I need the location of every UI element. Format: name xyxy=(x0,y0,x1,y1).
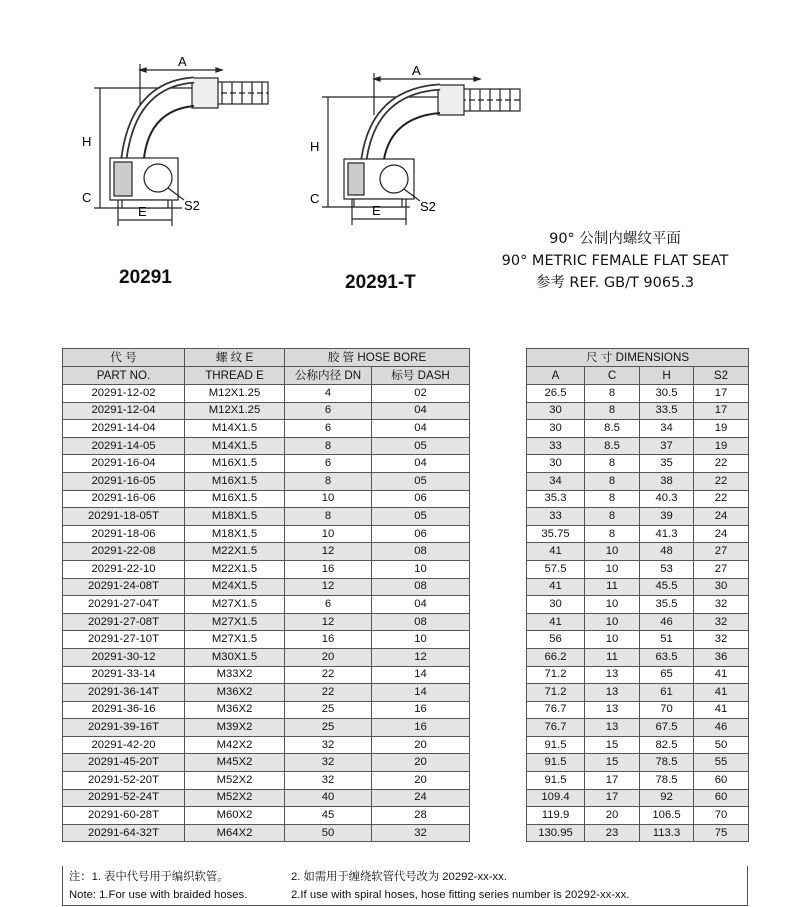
cell-a: 91.5 xyxy=(527,772,585,790)
notes-box xyxy=(62,866,748,906)
cell-s2: 41 xyxy=(694,666,749,684)
cell-part-no: 20291-24-08T xyxy=(63,578,185,596)
table-row xyxy=(63,807,749,825)
cell-s2: 17 xyxy=(694,402,749,420)
cell-a: 35.75 xyxy=(527,525,585,543)
cell-a: 30 xyxy=(527,420,585,438)
dimension-label-a: A xyxy=(178,54,187,69)
cell-a: 34 xyxy=(527,472,585,490)
cell-dash: 08 xyxy=(372,578,470,596)
cell-c: 8 xyxy=(585,508,640,526)
cell-h: 106.5 xyxy=(640,807,694,825)
cell-c: 13 xyxy=(585,666,640,684)
header-thread-en: THREAD E xyxy=(185,367,285,385)
fitting-drawing-20291-t xyxy=(300,55,530,235)
cell-thread: M18X1.5 xyxy=(185,508,285,526)
cell-c: 10 xyxy=(585,543,640,561)
cell-dn: 50 xyxy=(285,824,372,842)
cell-s2: 22 xyxy=(694,490,749,508)
row-spacer xyxy=(470,772,527,790)
cell-a: 33 xyxy=(527,508,585,526)
cell-part-no: 20291-18-06 xyxy=(63,525,185,543)
cell-a: 130.95 xyxy=(527,824,585,842)
table-row xyxy=(63,772,749,790)
row-spacer xyxy=(470,824,527,842)
title-reference: 参考 REF. GB/T 9065.3 xyxy=(535,275,695,291)
dimension-label-s2: S2 xyxy=(184,198,200,213)
cell-c: 17 xyxy=(585,772,640,790)
dimension-label-s2-t: S2 xyxy=(420,199,436,214)
cell-part-no: 20291-14-05 xyxy=(63,437,185,455)
cell-a: 41 xyxy=(527,543,585,561)
cell-a: 35.3 xyxy=(527,490,585,508)
table-row xyxy=(63,613,749,631)
model-label-20291: 20291 xyxy=(119,267,172,288)
cell-part-no: 20291-33-14 xyxy=(63,666,185,684)
cell-a: 30 xyxy=(527,455,585,473)
row-spacer xyxy=(470,807,527,825)
cell-dash: 14 xyxy=(372,666,470,684)
cell-dash: 10 xyxy=(372,560,470,578)
cell-part-no: 20291-16-06 xyxy=(63,490,185,508)
cell-thread: M36X2 xyxy=(185,701,285,719)
cell-dash: 20 xyxy=(372,736,470,754)
cell-h: 30.5 xyxy=(640,385,694,403)
cell-dn: 4 xyxy=(285,385,372,403)
table-row xyxy=(63,402,749,420)
cell-a: 41 xyxy=(527,578,585,596)
cell-s2: 24 xyxy=(694,508,749,526)
header-thread-cn: 螺 纹 E xyxy=(185,349,285,367)
cell-dash: 04 xyxy=(372,596,470,614)
cell-part-no: 20291-42-20 xyxy=(63,736,185,754)
cell-c: 11 xyxy=(585,578,640,596)
row-spacer xyxy=(470,648,527,666)
cell-s2: 19 xyxy=(694,437,749,455)
row-spacer xyxy=(470,578,527,596)
header-dimensions: 尺 寸 DIMENSIONS xyxy=(527,349,749,367)
cell-dash: 32 xyxy=(372,824,470,842)
cell-c: 8 xyxy=(585,472,640,490)
dimension-label-h: H xyxy=(82,134,92,149)
title-block xyxy=(480,228,750,294)
table-row xyxy=(63,472,749,490)
row-spacer xyxy=(470,789,527,807)
cell-h: 48 xyxy=(640,543,694,561)
cell-a: 91.5 xyxy=(527,754,585,772)
cell-dash: 10 xyxy=(372,631,470,649)
table-row xyxy=(63,543,749,561)
cell-dash: 04 xyxy=(372,455,470,473)
row-spacer xyxy=(470,736,527,754)
row-spacer xyxy=(470,560,527,578)
spec-table xyxy=(62,348,749,842)
cell-thread: M64X2 xyxy=(185,824,285,842)
title-chinese: 90° 公制内螺纹平面 xyxy=(549,231,681,247)
cell-part-no: 20291-27-04T xyxy=(63,596,185,614)
cell-thread: M18X1.5 xyxy=(185,525,285,543)
cell-dash: 08 xyxy=(372,543,470,561)
cell-a: 33 xyxy=(527,437,585,455)
cell-h: 53 xyxy=(640,560,694,578)
cell-part-no: 20291-22-10 xyxy=(63,560,185,578)
cell-thread: M27X1.5 xyxy=(185,631,285,649)
cell-c: 8 xyxy=(585,385,640,403)
cell-s2: 27 xyxy=(694,560,749,578)
cell-s2: 41 xyxy=(694,701,749,719)
fitting-drawing-20291 xyxy=(72,50,272,235)
cell-h: 67.5 xyxy=(640,719,694,737)
cell-dash: 08 xyxy=(372,613,470,631)
cell-s2: 22 xyxy=(694,472,749,490)
cell-c: 8.5 xyxy=(585,420,640,438)
table-row xyxy=(63,437,749,455)
cell-c: 10 xyxy=(585,613,640,631)
cell-part-no: 20291-12-02 xyxy=(63,385,185,403)
cell-a: 71.2 xyxy=(527,666,585,684)
table-row xyxy=(63,596,749,614)
cell-c: 17 xyxy=(585,789,640,807)
table-row xyxy=(63,754,749,772)
cell-dn: 25 xyxy=(285,719,372,737)
cell-part-no: 20291-16-05 xyxy=(63,472,185,490)
cell-a: 76.7 xyxy=(527,701,585,719)
cell-h: 34 xyxy=(640,420,694,438)
table-row xyxy=(63,666,749,684)
row-spacer xyxy=(470,402,527,420)
row-spacer xyxy=(470,525,527,543)
note-cn-2: 2. 如需用于缠绕软管代号改为 20292-xx-xx. xyxy=(291,871,507,883)
table-row xyxy=(63,420,749,438)
cell-part-no: 20291-45-20T xyxy=(63,754,185,772)
cell-dn: 32 xyxy=(285,772,372,790)
cell-part-no: 20291-27-08T xyxy=(63,613,185,631)
cell-dash: 04 xyxy=(372,420,470,438)
cell-part-no: 20291-39-16T xyxy=(63,719,185,737)
cell-thread: M52X2 xyxy=(185,789,285,807)
cell-dash: 05 xyxy=(372,437,470,455)
cell-a: 91.5 xyxy=(527,736,585,754)
cell-a: 30 xyxy=(527,402,585,420)
cell-part-no: 20291-36-16 xyxy=(63,701,185,719)
cell-s2: 22 xyxy=(694,455,749,473)
cell-s2: 19 xyxy=(694,420,749,438)
table-row xyxy=(63,684,749,702)
cell-thread: M52X2 xyxy=(185,772,285,790)
cell-part-no: 20291-18-05T xyxy=(63,508,185,526)
cell-s2: 46 xyxy=(694,719,749,737)
dimension-label-c-t: C xyxy=(310,191,320,206)
header-c: C xyxy=(585,367,640,385)
row-spacer xyxy=(470,613,527,631)
header-a: A xyxy=(527,367,585,385)
table-row xyxy=(63,789,749,807)
cell-thread: M60X2 xyxy=(185,807,285,825)
note-en-1: Note: 1.For use with braided hoses. xyxy=(69,889,248,901)
cell-c: 20 xyxy=(585,807,640,825)
row-spacer xyxy=(470,455,527,473)
cell-dn: 12 xyxy=(285,543,372,561)
cell-part-no: 20291-27-10T xyxy=(63,631,185,649)
cell-s2: 70 xyxy=(694,807,749,825)
row-spacer xyxy=(470,701,527,719)
table-row xyxy=(63,824,749,842)
cell-dn: 16 xyxy=(285,631,372,649)
cell-thread: M16X1.5 xyxy=(185,472,285,490)
table-row xyxy=(63,736,749,754)
cell-c: 10 xyxy=(585,596,640,614)
row-spacer xyxy=(470,631,527,649)
row-spacer xyxy=(470,472,527,490)
cell-s2: 24 xyxy=(694,525,749,543)
dimension-label-e-t: E xyxy=(372,203,381,218)
cell-dash: 02 xyxy=(372,385,470,403)
cell-thread: M36X2 xyxy=(185,684,285,702)
row-spacer xyxy=(470,437,527,455)
cell-thread: M39X2 xyxy=(185,719,285,737)
cell-a: 109.4 xyxy=(527,789,585,807)
cell-h: 61 xyxy=(640,684,694,702)
cell-dn: 6 xyxy=(285,455,372,473)
cell-h: 33.5 xyxy=(640,402,694,420)
header-hose-bore: 胶 管 HOSE BORE xyxy=(285,349,470,367)
cell-c: 23 xyxy=(585,824,640,842)
cell-c: 8.5 xyxy=(585,437,640,455)
cell-thread: M14X1.5 xyxy=(185,437,285,455)
cell-c: 13 xyxy=(585,684,640,702)
cell-a: 119.9 xyxy=(527,807,585,825)
cell-part-no: 20291-60-28T xyxy=(63,807,185,825)
table-row xyxy=(63,631,749,649)
cell-c: 15 xyxy=(585,754,640,772)
cell-dash: 16 xyxy=(372,701,470,719)
cell-c: 8 xyxy=(585,490,640,508)
cell-dn: 10 xyxy=(285,525,372,543)
cell-a: 41 xyxy=(527,613,585,631)
cell-part-no: 20291-16-04 xyxy=(63,455,185,473)
cell-thread: M22X1.5 xyxy=(185,543,285,561)
cell-dn: 8 xyxy=(285,437,372,455)
header-dn: 公称内径 DN xyxy=(285,367,372,385)
cell-dash: 05 xyxy=(372,472,470,490)
row-spacer xyxy=(470,666,527,684)
cell-h: 37 xyxy=(640,437,694,455)
cell-thread: M30X1.5 xyxy=(185,648,285,666)
cell-h: 51 xyxy=(640,631,694,649)
table-row xyxy=(63,719,749,737)
header-h: H xyxy=(640,367,694,385)
cell-thread: M27X1.5 xyxy=(185,613,285,631)
cell-s2: 32 xyxy=(694,631,749,649)
cell-h: 78.5 xyxy=(640,772,694,790)
cell-s2: 27 xyxy=(694,543,749,561)
cell-dn: 10 xyxy=(285,490,372,508)
dimension-label-c: C xyxy=(82,190,92,205)
cell-s2: 32 xyxy=(694,596,749,614)
title-english: 90° METRIC FEMALE FLAT SEAT xyxy=(501,253,729,269)
cell-c: 8 xyxy=(585,455,640,473)
cell-thread: M16X1.5 xyxy=(185,490,285,508)
row-spacer xyxy=(470,754,527,772)
header-dash: 标号 DASH xyxy=(372,367,470,385)
header-part-en: PART NO. xyxy=(63,367,185,385)
cell-dash: 20 xyxy=(372,754,470,772)
cell-thread: M16X1.5 xyxy=(185,455,285,473)
cell-h: 40.3 xyxy=(640,490,694,508)
dimension-label-h-t: H xyxy=(310,139,320,154)
cell-s2: 17 xyxy=(694,385,749,403)
cell-part-no: 20291-52-24T xyxy=(63,789,185,807)
cell-h: 41.3 xyxy=(640,525,694,543)
row-spacer xyxy=(470,596,527,614)
cell-dash: 12 xyxy=(372,648,470,666)
cell-s2: 75 xyxy=(694,824,749,842)
header-part-cn: 代 号 xyxy=(63,349,185,367)
note-en-2: 2.If use with spiral hoses, hose fitting series number is 20292-xx-xx. xyxy=(291,889,630,901)
cell-thread: M12X1.25 xyxy=(185,385,285,403)
cell-dn: 22 xyxy=(285,684,372,702)
cell-dn: 32 xyxy=(285,754,372,772)
cell-dn: 20 xyxy=(285,648,372,666)
cell-dash: 20 xyxy=(372,772,470,790)
cell-a: 26.5 xyxy=(527,385,585,403)
cell-s2: 50 xyxy=(694,736,749,754)
cell-h: 39 xyxy=(640,508,694,526)
cell-s2: 60 xyxy=(694,789,749,807)
cell-thread: M42X2 xyxy=(185,736,285,754)
cell-dash: 24 xyxy=(372,789,470,807)
cell-c: 13 xyxy=(585,701,640,719)
cell-dn: 25 xyxy=(285,701,372,719)
cell-h: 78.5 xyxy=(640,754,694,772)
cell-thread: M45X2 xyxy=(185,754,285,772)
cell-part-no: 20291-52-20T xyxy=(63,772,185,790)
cell-dash: 14 xyxy=(372,684,470,702)
cell-thread: M14X1.5 xyxy=(185,420,285,438)
cell-c: 13 xyxy=(585,719,640,737)
table-row xyxy=(63,508,749,526)
cell-s2: 41 xyxy=(694,684,749,702)
cell-dn: 12 xyxy=(285,613,372,631)
cell-thread: M22X1.5 xyxy=(185,560,285,578)
cell-c: 10 xyxy=(585,560,640,578)
cell-dn: 32 xyxy=(285,736,372,754)
cell-s2: 55 xyxy=(694,754,749,772)
cell-c: 8 xyxy=(585,525,640,543)
row-spacer xyxy=(470,420,527,438)
table-row xyxy=(63,578,749,596)
cell-h: 63.5 xyxy=(640,648,694,666)
cell-thread: M27X1.5 xyxy=(185,596,285,614)
cell-a: 56 xyxy=(527,631,585,649)
table-row xyxy=(63,525,749,543)
note-cn-1: 注：1. 表中代号用于编织软管。 xyxy=(69,871,229,883)
cell-s2: 30 xyxy=(694,578,749,596)
cell-c: 11 xyxy=(585,648,640,666)
cell-dn: 16 xyxy=(285,560,372,578)
table-row xyxy=(63,385,749,403)
row-spacer xyxy=(470,684,527,702)
cell-h: 35 xyxy=(640,455,694,473)
cell-s2: 32 xyxy=(694,613,749,631)
cell-c: 10 xyxy=(585,631,640,649)
cell-h: 92 xyxy=(640,789,694,807)
cell-h: 46 xyxy=(640,613,694,631)
row-spacer xyxy=(470,719,527,737)
table-row xyxy=(63,648,749,666)
cell-dn: 8 xyxy=(285,508,372,526)
cell-a: 66.2 xyxy=(527,648,585,666)
table-row xyxy=(63,560,749,578)
cell-h: 35.5 xyxy=(640,596,694,614)
cell-thread: M33X2 xyxy=(185,666,285,684)
cell-dn: 6 xyxy=(285,402,372,420)
header-spacer xyxy=(470,349,527,385)
row-spacer xyxy=(470,490,527,508)
table-row xyxy=(63,490,749,508)
row-spacer xyxy=(470,543,527,561)
cell-dn: 12 xyxy=(285,578,372,596)
cell-h: 82.5 xyxy=(640,736,694,754)
cell-h: 45.5 xyxy=(640,578,694,596)
cell-s2: 36 xyxy=(694,648,749,666)
cell-h: 70 xyxy=(640,701,694,719)
cell-dn: 8 xyxy=(285,472,372,490)
cell-h: 65 xyxy=(640,666,694,684)
row-spacer xyxy=(470,508,527,526)
cell-c: 8 xyxy=(585,402,640,420)
cell-a: 30 xyxy=(527,596,585,614)
cell-dn: 6 xyxy=(285,420,372,438)
cell-part-no: 20291-12-04 xyxy=(63,402,185,420)
cell-a: 71.2 xyxy=(527,684,585,702)
cell-dash: 16 xyxy=(372,719,470,737)
cell-dash: 28 xyxy=(372,807,470,825)
cell-dash: 06 xyxy=(372,525,470,543)
cell-dash: 05 xyxy=(372,508,470,526)
dimension-label-a-t: A xyxy=(412,63,421,78)
cell-dash: 04 xyxy=(372,402,470,420)
cell-a: 76.7 xyxy=(527,719,585,737)
cell-part-no: 20291-64-32T xyxy=(63,824,185,842)
cell-dn: 40 xyxy=(285,789,372,807)
cell-dn: 22 xyxy=(285,666,372,684)
cell-h: 38 xyxy=(640,472,694,490)
cell-thread: M24X1.5 xyxy=(185,578,285,596)
cell-part-no: 20291-14-04 xyxy=(63,420,185,438)
cell-a: 57.5 xyxy=(527,560,585,578)
cell-part-no: 20291-30-12 xyxy=(63,648,185,666)
table-row xyxy=(63,701,749,719)
cell-part-no: 20291-36-14T xyxy=(63,684,185,702)
cell-c: 15 xyxy=(585,736,640,754)
cell-dn: 6 xyxy=(285,596,372,614)
header-s2: S2 xyxy=(694,367,749,385)
cell-part-no: 20291-22-08 xyxy=(63,543,185,561)
table-row xyxy=(63,455,749,473)
cell-h: 113.3 xyxy=(640,824,694,842)
row-spacer xyxy=(470,385,527,403)
cell-dash: 06 xyxy=(372,490,470,508)
dimension-label-e: E xyxy=(138,204,147,219)
cell-thread: M12X1.25 xyxy=(185,402,285,420)
cell-s2: 60 xyxy=(694,772,749,790)
cell-dn: 45 xyxy=(285,807,372,825)
model-label-20291-t: 20291-T xyxy=(345,272,416,293)
